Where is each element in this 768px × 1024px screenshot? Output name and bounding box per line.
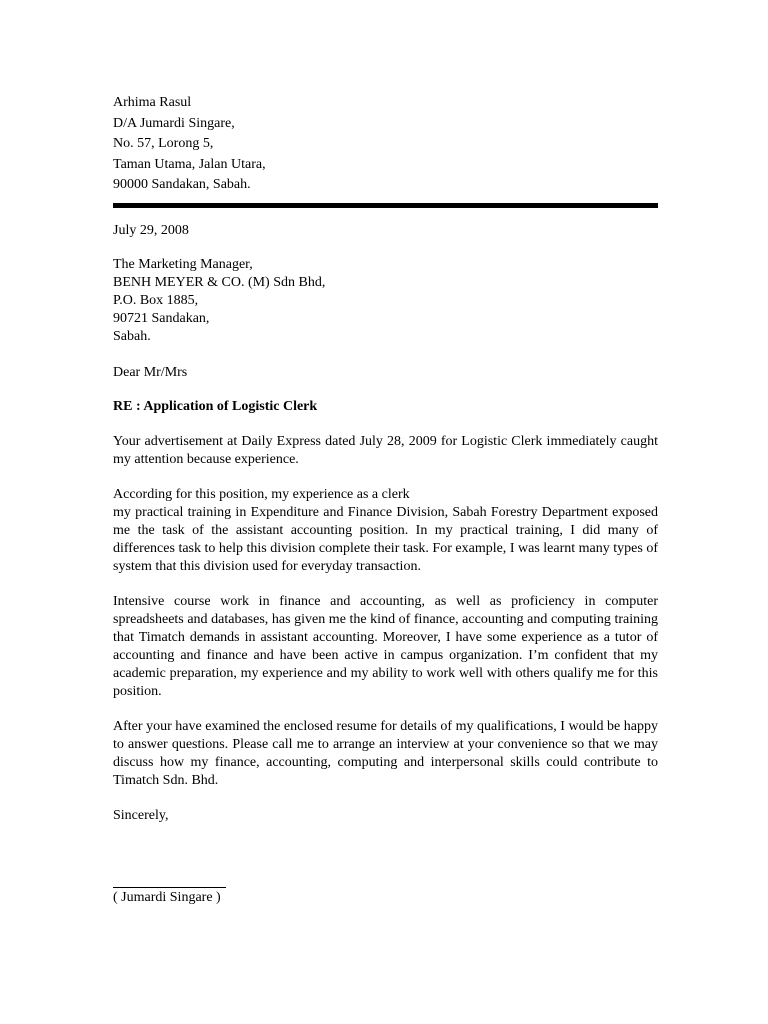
letter-page	[113, 93, 658, 907]
body-paragraph-4: After your have examined the enclosed resume for details of my qualifications, I would be happy to answer questions. Please call me to arrange an interview at your convenience so that we may discuss how my finance, accounting, computing and interpersonal skills could contribute to Timatch Sdn. Bhd.	[113, 718, 658, 788]
body-paragraph-1: Your advertisement at Daily Express dated July 28, 2009 for Logistic Clerk immediately caught my attention because experience.	[113, 433, 658, 467]
recipient-address-line: 90721 Sandakan,	[113, 310, 210, 326]
closing: Sincerely,	[113, 807, 169, 823]
sender-address	[113, 93, 658, 196]
header-divider	[113, 203, 658, 208]
recipient-address-line: P.O. Box 1885,	[113, 292, 199, 308]
recipient-address	[113, 256, 658, 346]
recipient-address-line: Sabah.	[113, 328, 151, 344]
sender-address-line: Taman Utama, Jalan Utara,	[113, 156, 266, 172]
signature-line	[113, 887, 226, 888]
signature-name: ( Jumardi Singare )	[113, 889, 221, 905]
body-paragraph-2-text: my practical training in Expenditure and Finance Division, Sabah Forestry Department exposed me the task of the assistant accounting position. In my practical training, I did many of differences task to help this division complete their task. For example, I was learnt many types of system that this division used for everyday transaction.	[113, 504, 658, 574]
sender-address-line: D/A Jumardi Singare,	[113, 115, 235, 131]
recipient-company: BENH MEYER & CO. (M) Sdn Bhd,	[113, 274, 326, 290]
sender-address-line: No. 57, Lorong 5,	[113, 136, 214, 151]
body-paragraph-3: Intensive course work in finance and accounting, as well as proficiency in computer spreadsheets and databases, has given me the kind of finance, accounting and computing training that Timatch demands in assistant accounting. Moreover, I have some experience as a tutor of accounting and finance and have been active in campus organization. I’m confident that my academic preparation, my experience and my ability to work well with others qualify me for this position.	[113, 593, 658, 699]
letter-date: July 29, 2008	[113, 222, 189, 238]
recipient-title: The Marketing Manager,	[113, 256, 253, 272]
body-paragraph-2-intro: According for this position, my experience as a clerk	[113, 486, 410, 502]
signature-block	[113, 887, 658, 907]
sender-name: Arhima Rasul	[113, 95, 192, 110]
sender-address-line: 90000 Sandakan, Sabah.	[113, 177, 251, 192]
salutation: Dear Mr/Mrs	[113, 364, 188, 380]
body-paragraph-2	[113, 486, 658, 576]
subject-line: RE : Application of Logistic Clerk	[113, 398, 318, 414]
